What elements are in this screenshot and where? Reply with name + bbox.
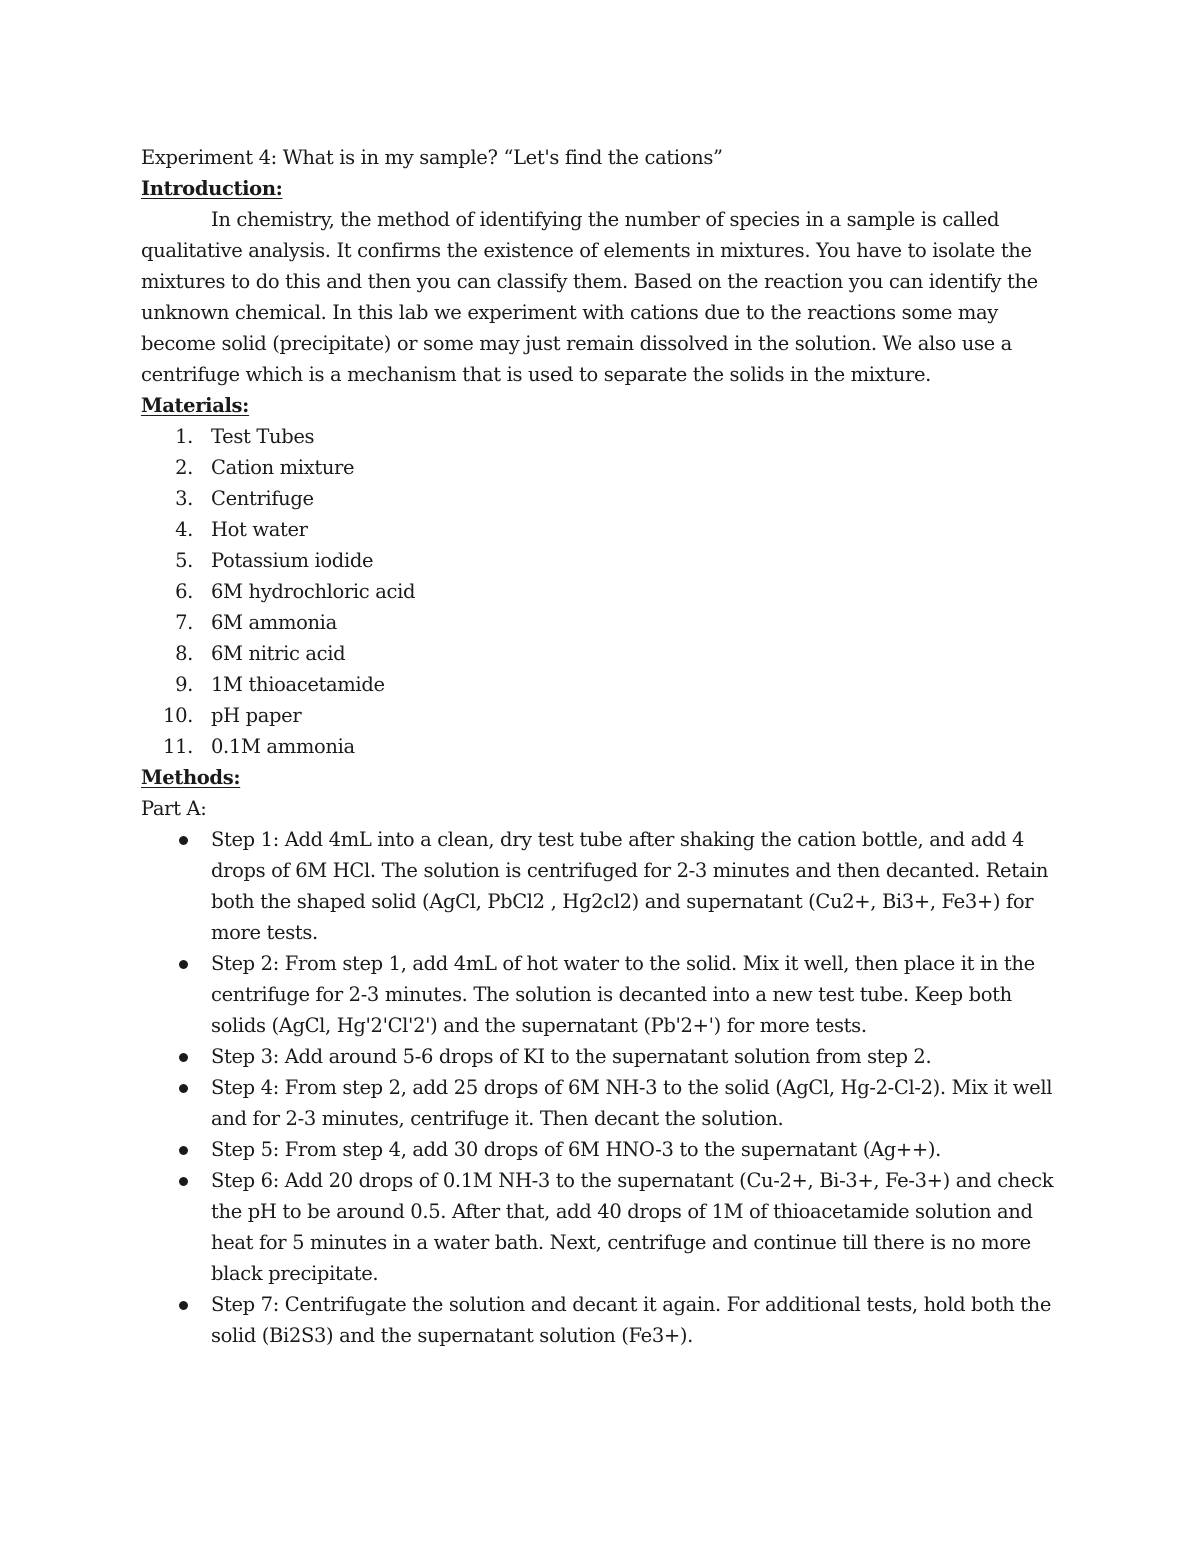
list-item <box>141 1289 1061 1351</box>
bullet-icon <box>179 1301 188 1310</box>
list-item <box>141 483 1061 514</box>
list-number: 9. <box>175 673 193 696</box>
introduction-paragraph: In chemistry, the method of identifying the number of species in a sample is called qualitative analysis. It confirms the existence of elements in mixtures. You have to isolate the mixtures to do this and then you can classify them. Based on the reaction you can identify the unknown chemical. In this lab we experiment with cations due to the reactions some may become solid (precipitate) or some may just remain dissolved in the solution. We also use a centrifuge which is a mechanism that is used to separate the solids in the mixture. <box>141 208 1038 386</box>
list-item <box>141 452 1061 483</box>
list-item-label: 6M nitric acid <box>211 642 346 665</box>
list-item <box>141 1134 1061 1165</box>
bullet-icon <box>179 1177 188 1186</box>
list-number: 6. <box>175 580 193 603</box>
list-item <box>141 824 1061 948</box>
materials-heading: Materials: <box>141 394 250 417</box>
list-item <box>141 638 1061 669</box>
introduction-heading: Introduction: <box>141 177 283 200</box>
step-text: Step 4: From step 2, add 25 drops of 6M NH-3 to the solid (AgCl, Hg-2-Cl-2). Mix it well and for 2-3 minutes, centrifuge it. Then decant the solution. <box>211 1076 1053 1130</box>
list-number: 2. <box>175 456 193 479</box>
bullet-icon <box>179 1146 188 1155</box>
step-text: Step 7: Centrifugate the solution and decant it again. For additional tests, hold both the solid (Bi2S3) and the supernatant solution (Fe3+). <box>211 1293 1052 1347</box>
part-label: Part A: <box>141 797 207 820</box>
bullet-icon <box>179 1084 188 1093</box>
list-item <box>141 576 1061 607</box>
bullet-icon <box>179 1053 188 1062</box>
document-title: Experiment 4: What is in my sample? “Let's find the cations” <box>141 146 723 169</box>
list-item <box>141 700 1061 731</box>
list-item-label: Cation mixture <box>211 456 355 479</box>
list-item-label: Potassium iodide <box>211 549 374 572</box>
list-number: 7. <box>175 611 193 634</box>
list-item-label: Hot water <box>211 518 308 541</box>
list-number: 1. <box>175 425 193 448</box>
list-item-label: pH paper <box>211 704 302 727</box>
list-number: 5. <box>175 549 193 572</box>
list-item-label: 6M hydrochloric acid <box>211 580 416 603</box>
list-item <box>141 514 1061 545</box>
list-item <box>141 731 1061 762</box>
step-text: Step 5: From step 4, add 30 drops of 6M HNO-3 to the supernatant (Ag++). <box>211 1138 941 1161</box>
step-text: Step 6: Add 20 drops of 0.1M NH-3 to the supernatant (Cu-2+, Bi-3+, Fe-3+) and check the pH to be around 0.5. After that, add 40 drops of 1M of thioacetamide solution and heat for 5 minutes in a water bath. Next, centrifuge and continue till there is no more black precipitate. <box>211 1169 1054 1285</box>
list-item <box>141 669 1061 700</box>
list-item-label: Test Tubes <box>211 425 315 448</box>
list-item <box>141 1041 1061 1072</box>
list-item-label: 1M thioacetamide <box>211 673 385 696</box>
step-text: Step 3: Add around 5-6 drops of KI to the supernatant solution from step 2. <box>211 1045 932 1068</box>
list-item <box>141 607 1061 638</box>
methods-steps-list <box>141 824 1061 1351</box>
list-number: 4. <box>175 518 193 541</box>
document-page <box>141 142 1061 1351</box>
list-number: 10. <box>163 704 193 727</box>
step-text: Step 2: From step 1, add 4mL of hot water to the solid. Mix it well, then place it in the centrifuge for 2-3 minutes. The solution is decanted into a new test tube. Keep both solids (AgCl, Hg'2'Cl'2') and the supernatant (Pb'2+') for more tests. <box>211 952 1035 1037</box>
step-text: Step 1: Add 4mL into a clean, dry test tube after shaking the cation bottle, and add 4 drops of 6M HCl. The solution is centrifuged for 2-3 minutes and then decanted. Retain both the shaped solid (AgCl, PbCl2 , Hg2cl2) and supernatant (Cu2+, Bi3+, Fe3+) for more tests. <box>211 828 1049 944</box>
list-item-label: 6M ammonia <box>211 611 337 634</box>
list-item <box>141 1165 1061 1289</box>
list-item <box>141 421 1061 452</box>
list-item-label: Centrifuge <box>211 487 314 510</box>
list-item <box>141 1072 1061 1134</box>
list-number: 3. <box>175 487 193 510</box>
bullet-icon <box>179 960 188 969</box>
materials-list <box>141 421 1061 762</box>
methods-heading: Methods: <box>141 766 241 789</box>
list-number: 8. <box>175 642 193 665</box>
list-item-label: 0.1M ammonia <box>211 735 355 758</box>
bullet-icon <box>179 836 188 845</box>
list-item <box>141 948 1061 1041</box>
list-item <box>141 545 1061 576</box>
list-number: 11. <box>163 735 193 758</box>
